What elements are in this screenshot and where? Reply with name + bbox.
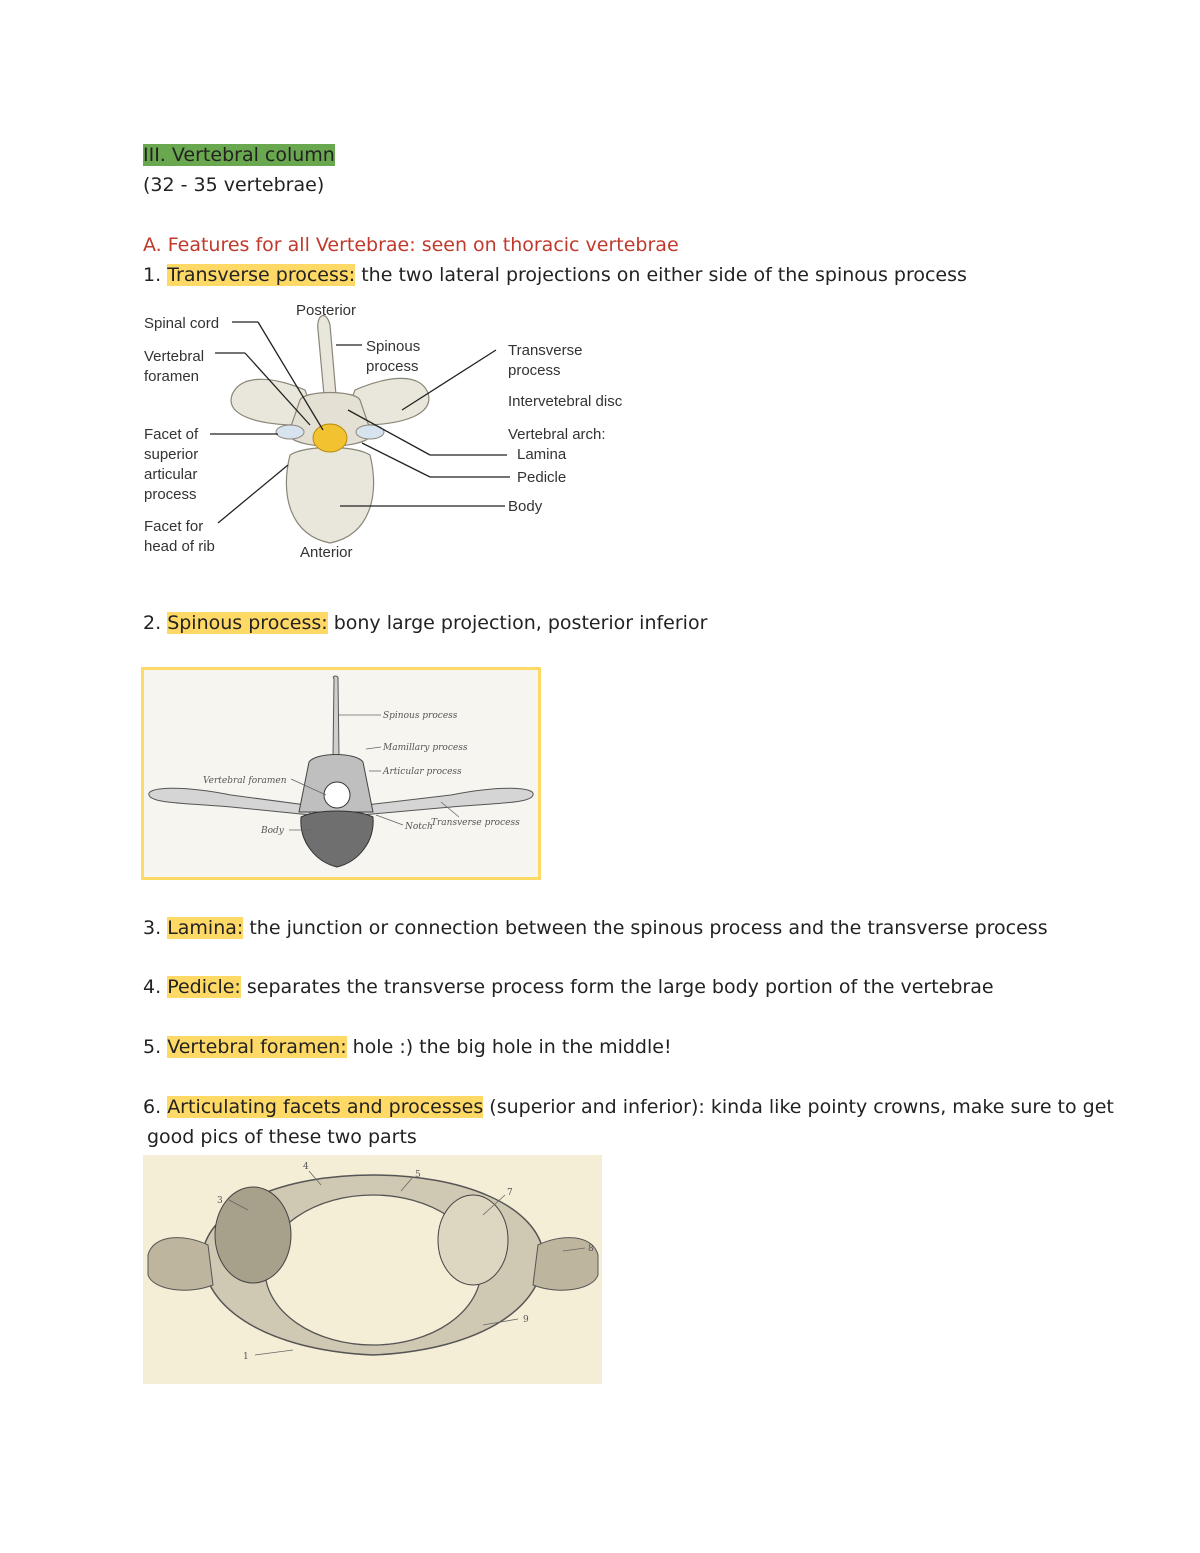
label-spinous-1: Spinous bbox=[366, 338, 421, 355]
label-foramen: Vertebral foramen bbox=[203, 776, 287, 786]
item-term: Spinous process: bbox=[167, 612, 328, 634]
item-term: Articulating facets and processes bbox=[167, 1096, 484, 1118]
item-number: 6. bbox=[143, 1096, 162, 1118]
list-item-2 bbox=[143, 611, 707, 635]
label-facet-sup-1: Facet of bbox=[144, 426, 199, 443]
label-spinal-cord: Spinal cord bbox=[144, 315, 220, 332]
label-3: 3 bbox=[217, 1196, 223, 1206]
superior-facet-left bbox=[276, 425, 304, 439]
spinal-cord-shape bbox=[313, 424, 347, 452]
list-item-6 bbox=[143, 1095, 1114, 1119]
item-number: 4. bbox=[143, 976, 162, 998]
section-title: Vertebral column bbox=[171, 144, 335, 166]
thoracic-vertebra-figure bbox=[140, 295, 650, 570]
label-facet-rib-1: Facet for bbox=[144, 518, 204, 535]
label-arch: Vertebral arch: bbox=[508, 426, 606, 443]
label-1: 1 bbox=[243, 1352, 249, 1362]
list-item-3 bbox=[143, 916, 1048, 940]
item-description: separates the transverse process form the large body portion of the vertebrae bbox=[246, 976, 994, 998]
section-heading bbox=[143, 143, 335, 167]
label-9: 9 bbox=[523, 1315, 529, 1325]
label-lamina: Lamina bbox=[517, 446, 567, 463]
item-number: 5. bbox=[143, 1036, 162, 1058]
label-disc: Intervetebral disc bbox=[508, 393, 623, 410]
label-5: 5 bbox=[415, 1170, 421, 1180]
label-transverse-2: process bbox=[508, 362, 561, 379]
item-number: 3. bbox=[143, 917, 162, 939]
list-item-1 bbox=[143, 263, 967, 287]
list-item-6-continuation: good pics of these two parts bbox=[147, 1126, 417, 1148]
item-term: Lamina: bbox=[167, 917, 244, 939]
label-transverse-1: Transverse bbox=[508, 342, 583, 359]
item-number: 2. bbox=[143, 612, 162, 634]
label-spinous: Spinous process bbox=[383, 711, 458, 721]
item-description: the junction or connection between the spinous process and the transverse process bbox=[249, 917, 1048, 939]
subsection-heading: A. Features for all Vertebrae: seen on thoracic vertebrae bbox=[143, 234, 679, 256]
item-description: (superior and inferior): kinda like pointy crowns, make sure to get bbox=[489, 1096, 1114, 1118]
item-number: 1. bbox=[143, 264, 162, 286]
label-posterior: Posterior bbox=[296, 302, 357, 319]
label-mamillary: Mamillary process bbox=[383, 743, 468, 753]
item-description: the two lateral projections on either side of the spinous process bbox=[361, 264, 967, 286]
label-transverse: Transverse process bbox=[431, 818, 520, 828]
item-description: hole :) the big hole in the middle! bbox=[352, 1036, 672, 1058]
item-term: Transverse process: bbox=[167, 264, 356, 286]
item-description: bony large projection, posterior inferior bbox=[333, 612, 708, 634]
label-articular: Articular process bbox=[383, 767, 462, 777]
section-title-highlight bbox=[143, 144, 335, 166]
spinous-process-shape bbox=[333, 676, 339, 757]
spinous-process-shape bbox=[318, 316, 336, 395]
superior-facet-left bbox=[215, 1187, 291, 1283]
label-facet-sup-3: articular bbox=[144, 466, 198, 483]
label-vertebral-foramen-1: Vertebral bbox=[144, 348, 205, 365]
label-pedicle: Pedicle bbox=[517, 469, 567, 486]
label-4: 4 bbox=[303, 1162, 309, 1172]
label-facet-sup-2: superior bbox=[144, 446, 199, 463]
label-facet-rib-2: head of rib bbox=[144, 538, 215, 555]
superior-facet-right bbox=[438, 1195, 508, 1285]
vertebral-foramen-shape bbox=[324, 782, 350, 808]
vertebral-body-shape bbox=[286, 448, 373, 544]
label-body: Body bbox=[261, 826, 284, 836]
item-term: Pedicle: bbox=[167, 976, 241, 998]
lumbar-vertebra-figure bbox=[141, 667, 541, 880]
label-spinous-2: process bbox=[366, 358, 419, 375]
list-item-4 bbox=[143, 975, 994, 999]
list-item-5 bbox=[143, 1035, 672, 1059]
transverse-process-left bbox=[148, 1238, 213, 1291]
label-body: Body bbox=[508, 498, 543, 515]
label-anterior: Anterior bbox=[300, 544, 353, 561]
atlas-vertebra-figure bbox=[143, 1155, 602, 1384]
label-facet-sup-4: process bbox=[144, 486, 197, 503]
section-number: III. bbox=[143, 144, 166, 166]
label-vertebral-foramen-2: foramen bbox=[144, 368, 200, 385]
label-notch: Notch bbox=[405, 822, 433, 832]
label-8: 8 bbox=[588, 1244, 594, 1254]
section-subtitle: (32 - 35 vertebrae) bbox=[143, 174, 325, 196]
label-7: 7 bbox=[507, 1188, 513, 1198]
item-term: Vertebral foramen: bbox=[167, 1036, 347, 1058]
